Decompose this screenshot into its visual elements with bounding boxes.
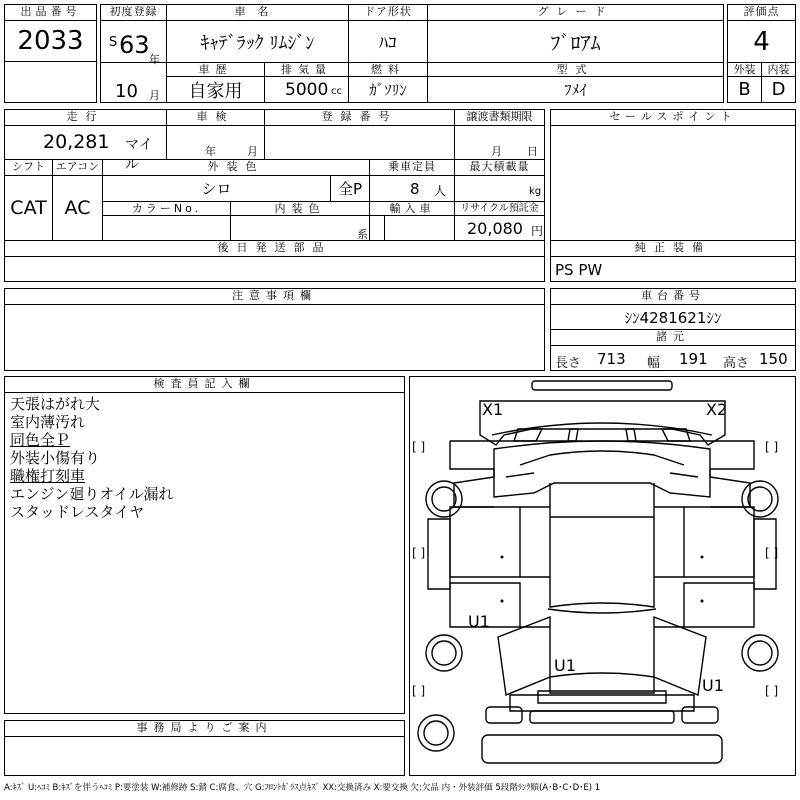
history: 自家用 (166, 76, 265, 103)
plate-cell (264, 125, 455, 160)
defect-item: 天張はがれ大 (10, 395, 101, 413)
car-diagram (410, 377, 795, 775)
month-unit: 月 (149, 89, 160, 102)
width: 191 (679, 350, 708, 368)
exterior-grade: B (727, 76, 762, 103)
grade: ﾌﾞﾛｱﾑ (427, 20, 724, 63)
model: ﾌﾒｲ (427, 76, 724, 103)
office-label: 事務局よりご案内 (4, 720, 405, 737)
defect-item: 室内薄汚れ (10, 413, 86, 431)
bracket-mark: [ ] (412, 546, 426, 560)
first-reg-label: 初度登録 (100, 4, 167, 21)
recycle: 20,080 (467, 219, 523, 238)
plate-label: 登録番号 (264, 109, 455, 126)
capacity: 8 (410, 180, 420, 198)
door-type: ﾊｺ (348, 20, 428, 63)
int-color-cell (230, 215, 370, 241)
car-diagram-panel (409, 376, 796, 776)
mark-rear-right: U1 (702, 676, 724, 695)
notes-cell (4, 304, 545, 371)
capacity-unit: 人 (434, 184, 447, 198)
defect-item: 同色全Ｐ (10, 431, 71, 449)
height: 150 (759, 350, 788, 368)
all-paint: 全P (330, 175, 370, 202)
mark-roof: U1 (554, 656, 576, 675)
mark-left-side: U1 (468, 612, 490, 631)
length-label: 長さ (555, 356, 582, 371)
lot-no-blank (4, 61, 97, 103)
sales-points-label: セールスポイント (550, 109, 796, 126)
bracket-mark: [ ] (412, 440, 426, 454)
defect-item: スタッドレスタイヤ (10, 503, 145, 521)
interior-grade: D (761, 76, 796, 103)
transfer-month-unit: 月 (491, 145, 502, 158)
office-cell (4, 736, 405, 776)
ac-label: エアコン (52, 159, 103, 176)
genuine-label: 純正装備 (550, 240, 796, 257)
right-front-door (684, 507, 754, 577)
defect-item: エンジン廻りオイル漏れ (10, 485, 174, 503)
recycle-cell (454, 215, 545, 241)
mark-front-right: X2 (706, 400, 728, 419)
load-unit: kg (529, 186, 542, 197)
legend: A:ｷｽﾞ U:ﾍｺﾐ B:ｷｽﾞを伴うﾍｺﾐ P:要塗装 W:補修跡 S:錆 C:腐食、穴 G:ﾌﾛﾝﾄｶﾞﾗｽ点ｷｽﾞ XX:交換済み X:要交換 欠:欠品 内・外装評価 5段階ﾗﾝｸ順(A･B･C･D･E) 1 (4, 783, 601, 793)
chassis-label: 車台番号 (550, 288, 796, 305)
lot-no: 2033 (4, 20, 97, 62)
rear-left-panel (498, 617, 550, 695)
notes-label: 注意事項欄 (4, 288, 545, 305)
aircon: AC (52, 175, 103, 241)
right-rear-door (684, 583, 754, 627)
roof (550, 483, 654, 607)
bottom-bumper (482, 735, 722, 763)
width-label: 幅 (647, 356, 661, 371)
color-no-cell (102, 215, 231, 241)
int-color-unit: 系 (357, 228, 368, 241)
fuel: ｶﾞｿﾘﾝ (348, 76, 428, 103)
displacement-unit: cc (331, 86, 342, 97)
capacity-cell (369, 175, 455, 202)
left-front-panel (428, 519, 450, 589)
car-name: ｷｬﾃﾞﾗｯｸ ﾘﾑｼﾞﾝ (166, 20, 349, 63)
fuel-label: 燃料 (348, 62, 428, 77)
inspection-month-unit: 月 (247, 145, 258, 158)
capacity-label: 乗車定員 (369, 159, 455, 176)
lot-no-label: 出品番号 (4, 4, 97, 21)
grade-label: グレード (427, 4, 724, 21)
bracket-mark: [ ] (412, 684, 426, 698)
transfer-label: 譲渡書類期限 (454, 109, 545, 126)
length: 713 (597, 350, 626, 368)
height-label: 高さ (723, 356, 750, 371)
inspector-notes (4, 392, 405, 714)
defect-item: 外装小傷有り (10, 449, 101, 467)
transfer-day-unit: 日 (527, 145, 538, 158)
import-cell-a (369, 215, 385, 241)
int-color-label: 内装色 (230, 201, 370, 216)
later-parts-label: 後日発送部品 (4, 240, 545, 257)
history-label: 車歴 (166, 62, 265, 77)
mileage-label: 走行 (4, 109, 167, 126)
ext-color: シロ (102, 175, 331, 202)
ext-color-label: 外装色 (102, 159, 370, 176)
import-cell-b (384, 215, 455, 241)
transfer-cell (454, 125, 545, 160)
inspection-year-unit: 年 (205, 145, 216, 158)
chassis-no: ｼﾝ4281621ｼﾝ (550, 304, 796, 330)
car-name-label: 車名 (166, 4, 349, 21)
displacement: 5000 (285, 80, 329, 100)
later-parts-cell (4, 256, 545, 282)
inspection-label: 車検 (166, 109, 265, 126)
load-cell (454, 175, 545, 202)
bracket-mark: [ ] (765, 684, 779, 698)
dims-cell (550, 345, 796, 371)
front-bumper-shape (532, 381, 672, 390)
defect-list (5, 393, 404, 521)
reg-month: 10 (115, 81, 138, 102)
door-label: ドア形状 (348, 4, 428, 21)
displacement-label: 排気量 (264, 62, 349, 77)
inspector-label: 検査員記入欄 (4, 376, 405, 393)
mileage-unit: マイル (125, 137, 153, 173)
year-unit: 年 (149, 53, 160, 66)
inspection-cell (166, 125, 265, 160)
sales-points-cell (550, 125, 796, 241)
exterior-label: 外装 (727, 62, 762, 77)
recycle-label: リサイクル預託金 (454, 201, 545, 216)
shift-label: シフト (4, 159, 53, 176)
dims-label: 諸元 (550, 329, 796, 346)
windshield (494, 441, 710, 497)
bracket-mark: [ ] (765, 440, 779, 454)
first-reg-year-cell (100, 20, 167, 66)
score: 4 (727, 20, 796, 63)
recycle-unit: 円 (531, 224, 544, 238)
era: S (109, 35, 118, 50)
reg-year: 63 (119, 31, 150, 59)
genuine-cell (550, 256, 796, 282)
color-no-label: カラーNo. (102, 201, 231, 216)
genuine-equipment: PS PW (555, 261, 603, 279)
rear-bumper-shape (530, 711, 674, 723)
interior-label: 内装 (761, 62, 796, 77)
import-label: 輸入車 (369, 201, 455, 216)
rear-right-panel (654, 617, 706, 695)
defect-item: 職権打刻車 (10, 467, 86, 485)
score-label: 評価点 (727, 4, 796, 21)
left-front-door (450, 507, 520, 577)
first-reg-month-cell (100, 62, 167, 103)
bracket-mark: [ ] (765, 546, 779, 560)
rear-glass (550, 673, 654, 693)
shift: CAT (4, 175, 53, 241)
mileage: 20,281 (43, 131, 110, 153)
displacement-cell (264, 76, 349, 103)
mark-front-left: X1 (482, 400, 504, 419)
model-label: 型式 (427, 62, 724, 77)
load-label: 最大積載量 (454, 159, 545, 176)
